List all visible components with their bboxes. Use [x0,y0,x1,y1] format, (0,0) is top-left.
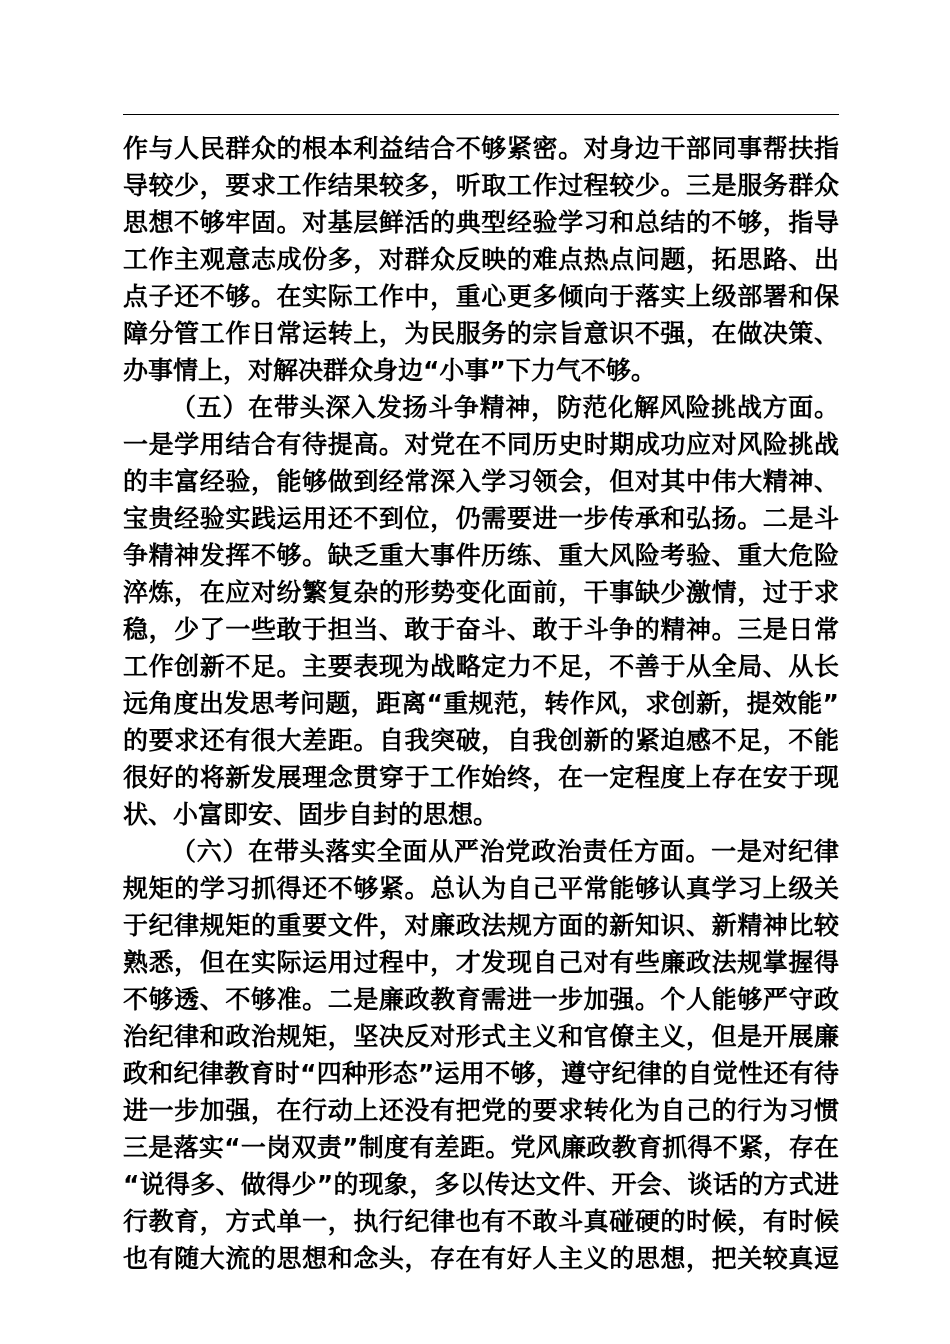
text-line: 作与人民群众的根本利益结合不够紧密。对身边干部同事帮扶指 [123,134,839,163]
text-line: 政和纪律教育时“四种形态”运用不够，遵守纪律的自觉性还有待 [123,1059,839,1088]
paragraph-heading-line: （六）在带头落实全面从严治党政治责任方面。一是对纪律 [171,837,839,866]
text-line: 也有随大流的思想和念头，存在有好人主义的思想，把关较真逗 [123,1244,839,1273]
text-line: 于纪律规矩的重要文件，对廉政法规方面的新知识、新精神比较 [123,911,839,940]
text-line: 宝贵经验实践运用还不到位，仍需要进一步传承和弘扬。二是斗 [123,504,839,533]
text-line: 远角度出发思考问题，距离“重规范，转作风，求创新，提效能” [123,689,839,718]
text-line: 工作主观意志成份多，对群众反映的难点热点问题，拓思路、出 [123,245,839,274]
text-line: 治纪律和政治规矩，坚决反对形式主义和官僚主义，但是开展廉 [123,1022,839,1051]
text-line: 导较少，要求工作结果较多，听取工作过程较少。三是服务群众 [123,171,839,200]
text-line: 三是落实“一岗双责”制度有差距。党风廉政教育抓得不紧，存在 [123,1133,839,1162]
text-line: 不够透、不够准。二是廉政教育需进一步加强。个人能够严守政 [123,985,839,1014]
paragraph-heading-line: （五）在带头深入发扬斗争精神，防范化解风险挑战方面。 [171,393,839,422]
text-line: 一是学用结合有待提高。对党在不同历史时期成功应对风险挑战 [123,430,839,459]
text-line: 的丰富经验，能够做到经常深入学习领会，但对其中伟大精神、 [123,467,839,496]
text-line: 很好的将新发展理念贯穿于工作始终，在一定程度上存在安于现 [123,763,839,792]
text-line: 的要求还有很大差距。自我突破，自我创新的紧迫感不足，不能 [123,726,839,755]
text-line: 办事情上，对解决群众身边“小事”下力气不够。 [123,356,656,385]
text-line: 障分管工作日常运转上，为民服务的宗旨意识不强，在做决策、 [123,319,839,348]
text-line: 稳，少了一些敢于担当、敢于奋斗、敢于斗争的精神。三是日常 [123,615,839,644]
text-line: 点子还不够。在实际工作中，重心更多倾向于落实上级部署和保 [123,282,839,311]
text-line: 争精神发挥不够。缺乏重大事件历练、重大风险考验、重大危险 [123,541,839,570]
text-line: 熟悉，但在实际运用过程中，才发现自己对有些廉政法规掌握得 [123,948,839,977]
header-rule [123,114,839,115]
document-body [123,130,839,1277]
text-line: 思想不够牢固。对基层鲜活的典型经验学习和总结的不够，指导 [123,208,839,237]
text-line: 淬炼，在应对纷繁复杂的形势变化面前，干事缺少激情，过于求 [123,578,839,607]
text-line: 状、小富即安、固步自封的思想。 [123,800,499,829]
text-line: 进一步加强，在行动上还没有把党的要求转化为自己的行为习惯 [123,1096,839,1125]
text-line: 行教育，方式单一，执行纪律也有不敢斗真碰硬的时候，有时候 [123,1207,839,1236]
text-line: 工作创新不足。主要表现为战略定力不足，不善于从全局、从长 [123,652,839,681]
text-line: “说得多、做得少”的现象，多以传达文件、开会、谈话的方式进 [123,1170,839,1199]
text-line: 规矩的学习抓得还不够紧。总认为自己平常能够认真学习上级关 [123,874,839,903]
